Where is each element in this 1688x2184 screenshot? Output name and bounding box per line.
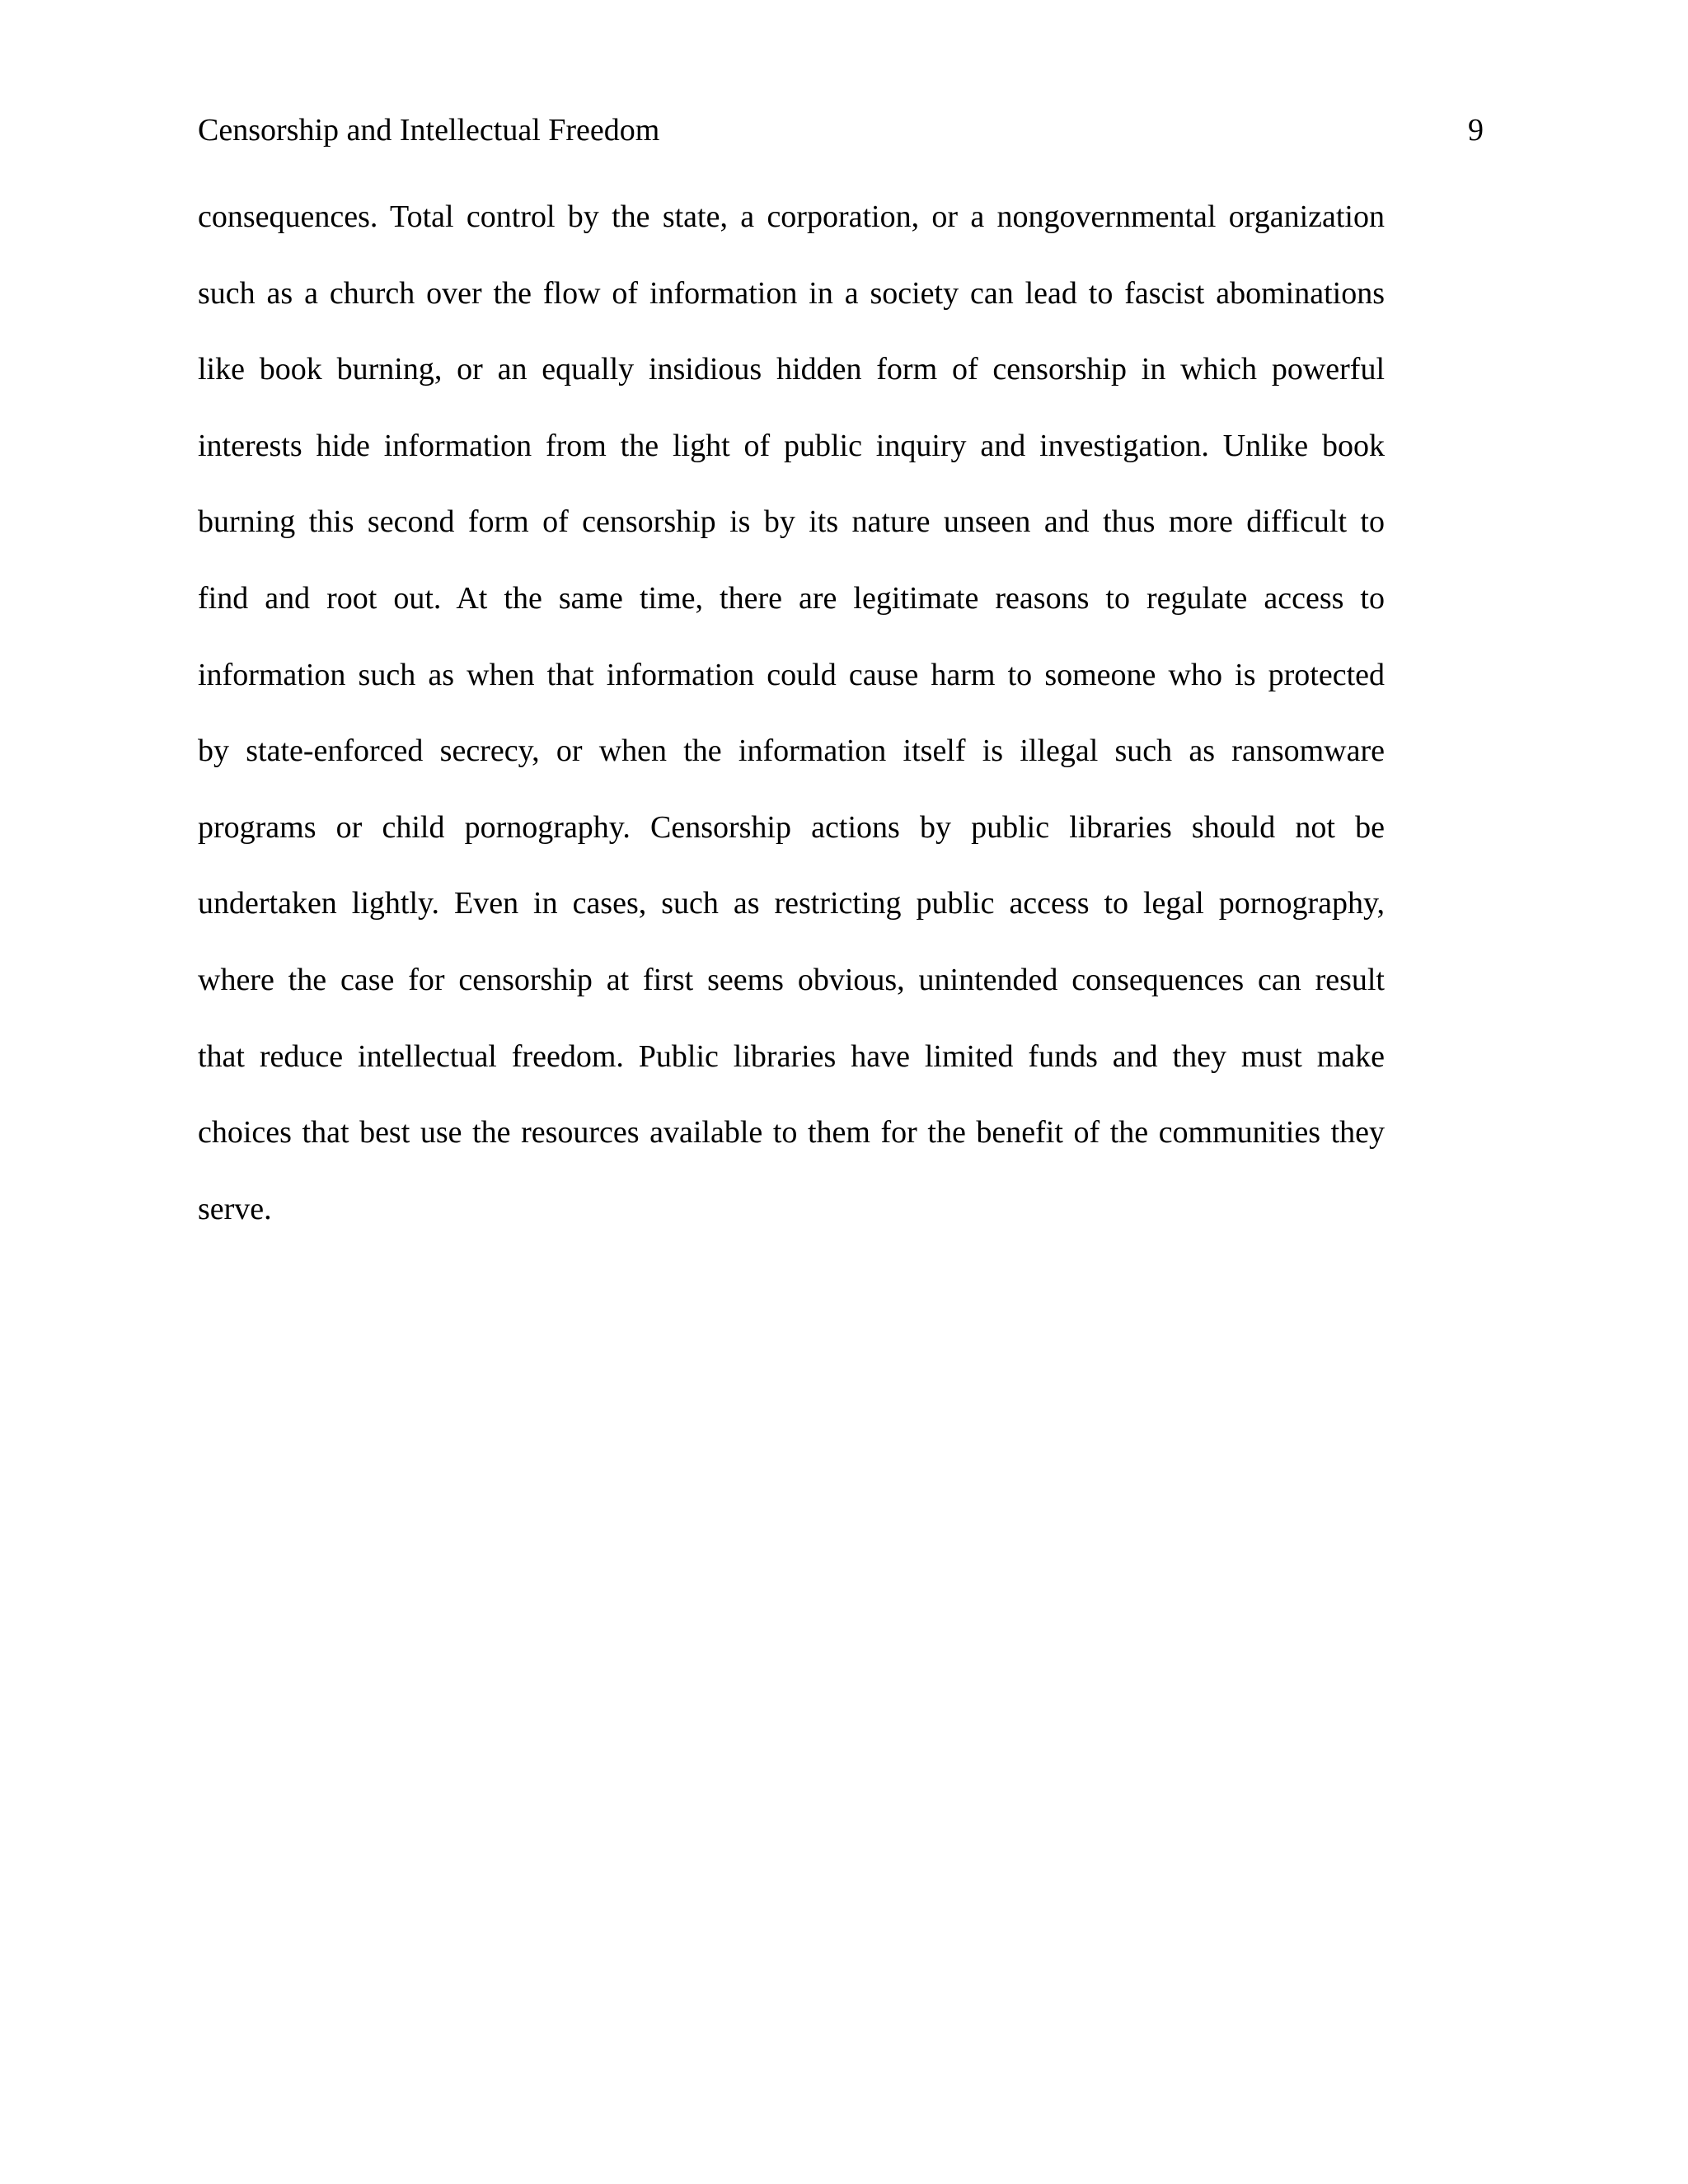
text-line: consequences. Total control by the state, a corporation, or a nongovernmental organization	[198, 199, 1385, 234]
text-line: like book burning, or an equally insidious hidden form of censorship in which powerful	[198, 352, 1385, 387]
text-line: choices that best use the resources available to them for the benefit of the communities they	[198, 1115, 1385, 1151]
text-line: where the case for censorship at first seems obvious, unintended consequences can result	[198, 962, 1385, 997]
running-head-title: Censorship and Intellectual Freedom	[198, 113, 660, 148]
page-number: 9	[1468, 113, 1484, 148]
text-line: interests hide information from the light of public inquiry and investigation. Unlike book	[198, 428, 1385, 463]
text-line: find and root out. At the same time, there are legitimate reasons to regulate access to	[198, 580, 1385, 616]
text-line: programs or child pornography. Censorship actions by public libraries should not be	[198, 809, 1385, 845]
text-line: that reduce intellectual freedom. Public libraries have limited funds and they must make	[198, 1038, 1385, 1074]
text-line: undertaken lightly. Even in cases, such as restricting public access to legal pornography,	[198, 886, 1385, 921]
text-line: information such as when that information could cause harm to someone who is protected	[198, 657, 1385, 692]
body-paragraph	[198, 191, 1385, 1259]
running-head	[198, 105, 1484, 155]
text-line: serve.	[198, 1191, 272, 1226]
text-line: such as a church over the flow of information in a society can lead to fascist abominations	[198, 275, 1385, 311]
text-line: by state-enforced secrecy, or when the information itself is illegal such as ransomware	[198, 733, 1385, 769]
text-line: burning this second form of censorship is by its nature unseen and thus more difficult to	[198, 504, 1385, 540]
